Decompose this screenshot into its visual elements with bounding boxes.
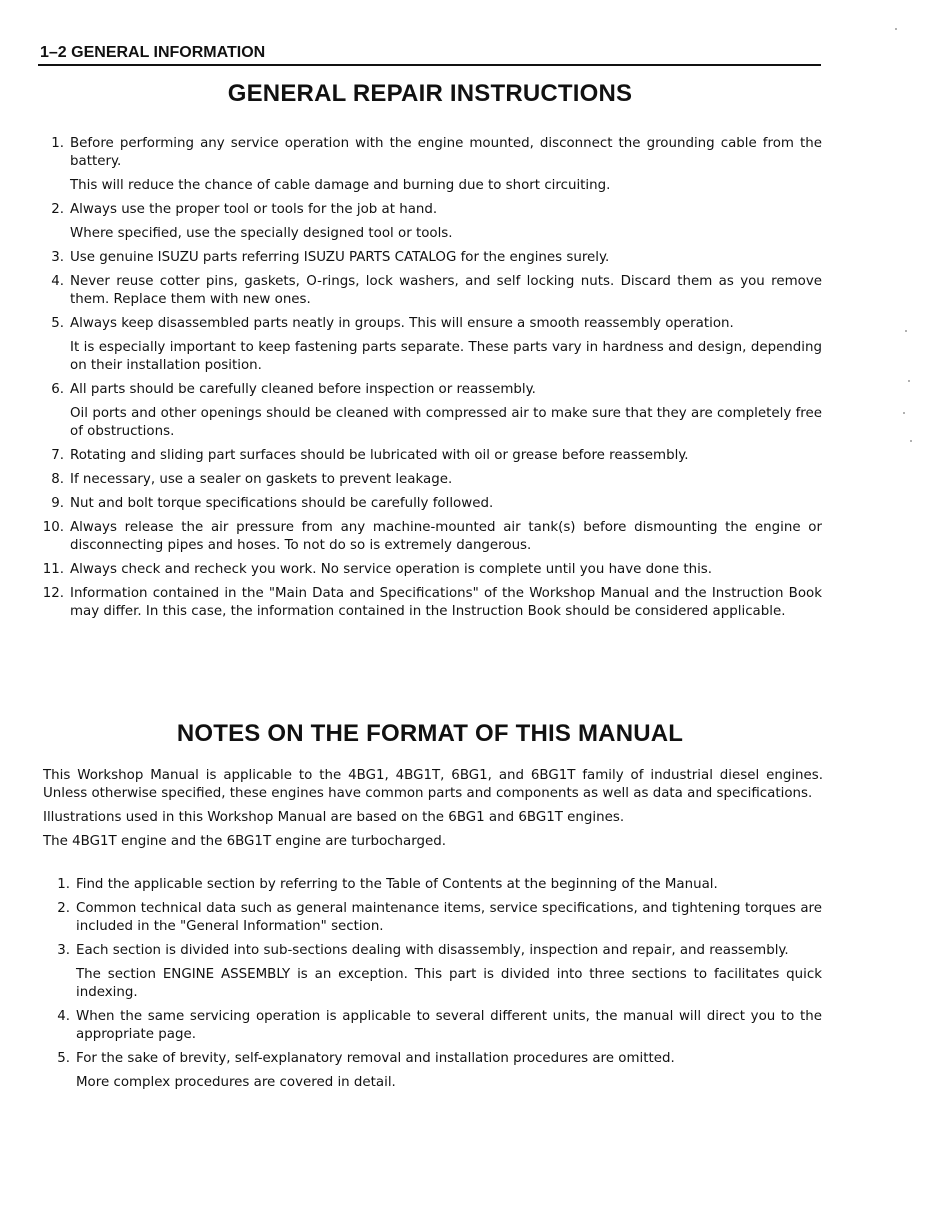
intro-paragraph: This Workshop Manual is applicable to the 4BG1, 4BG1T, 6BG1, and 6BG1T family of industrial diesel engines. Unless otherwise specified, these engines have common parts and components as well as data and specifications. [43, 768, 823, 801]
list-item [51, 135, 822, 195]
item-text: Always use the proper tool or tools for the job at hand. [70, 202, 438, 217]
item-text: All parts should be carefully cleaned before inspection or reassembly. [70, 382, 536, 397]
item-number: 2. [57, 901, 70, 916]
item-text: This will reduce the chance of cable damage and burning due to short circuiting. [70, 178, 611, 193]
scan-speck [905, 330, 907, 332]
list-item [51, 495, 822, 513]
item-text: Always check and recheck you work. No service operation is complete until you have done this. [70, 562, 713, 577]
scan-speck [910, 440, 912, 442]
item-number: 3. [51, 250, 64, 265]
item-number: 2. [51, 202, 64, 217]
item-text: The section ENGINE ASSEMBLY is an exception. This part is divided into three sections to facilitates quick indexing. [76, 967, 822, 1000]
list-item [57, 1050, 822, 1092]
item-text: Before performing any service operation with the engine mounted, disconnect the grounding cable from the battery. [70, 136, 822, 169]
scan-speck [903, 412, 905, 414]
list-item [51, 201, 822, 243]
item-text: For the sake of brevity, self-explanatory removal and installation procedures are omitted. [76, 1051, 675, 1066]
list-item [51, 447, 822, 465]
item-number: 3. [57, 943, 70, 958]
item-text: Find the applicable section by referring to the Table of Contents at the beginning of the Manual. [76, 877, 718, 892]
header-rule [38, 64, 821, 66]
item-text: If necessary, use a sealer on gaskets to prevent leakage. [70, 472, 453, 487]
item-number: 8. [51, 472, 64, 487]
item-number: 1. [57, 877, 70, 892]
format-notes-intro [43, 767, 823, 851]
item-number: 11. [42, 562, 64, 577]
item-text: Use genuine ISUZU parts referring ISUZU PARTS CATALOG for the engines surely. [70, 250, 610, 265]
item-text: Where specified, use the specially designed tool or tools. [70, 226, 453, 241]
item-text: When the same servicing operation is applicable to several different units, the manual will direct you to the appropriate page. [76, 1009, 822, 1042]
item-text: Always release the air pressure from any machine-mounted air tank(s) before dismounting the engine or disconnecting pipes and hoses. To not do so is extremely dangerous. [70, 520, 822, 553]
list-item [42, 585, 822, 621]
general-repair-list [40, 135, 822, 627]
item-number: 4. [57, 1009, 70, 1024]
format-notes-title: NOTES ON THE FORMAT OF THIS MANUAL [176, 720, 684, 747]
item-text: Always keep disassembled parts neatly in groups. This will ensure a smooth reassembly operation. [70, 316, 734, 331]
running-head: 1–2 GENERAL INFORMATION [40, 44, 266, 61]
format-notes-list [40, 876, 822, 1098]
item-number: 5. [51, 316, 64, 331]
list-item [51, 471, 822, 489]
item-text: More complex procedures are covered in detail. [76, 1075, 396, 1090]
item-text: Common technical data such as general maintenance items, service specifications, and tightening torques are included in the "General Information" section. [76, 901, 822, 934]
list-item [51, 273, 822, 309]
list-item [57, 900, 822, 936]
item-number: 4. [51, 274, 64, 289]
list-item [51, 249, 822, 267]
general-repair-title: GENERAL REPAIR INSTRUCTIONS [227, 80, 633, 107]
list-item [42, 519, 822, 555]
item-number: 5. [57, 1051, 70, 1066]
list-item [57, 942, 822, 1002]
intro-paragraph: Illustrations used in this Workshop Manual are based on the 6BG1 and 6BG1T engines. [43, 810, 625, 825]
item-number: 9. [51, 496, 64, 511]
item-number: 10. [42, 520, 64, 535]
item-number: 6. [51, 382, 64, 397]
scan-speck [908, 380, 910, 382]
list-item [51, 381, 822, 441]
item-text: Information contained in the "Main Data and Specifications" of the Workshop Manual and the Instruction Book may differ. In this case, the information contained in the Instruction Book should be considered applicable. [70, 586, 822, 619]
list-item [51, 315, 822, 375]
item-text: Rotating and sliding part surfaces should be lubricated with oil or grease before reassembly. [70, 448, 689, 463]
list-item [42, 561, 822, 579]
intro-paragraph: The 4BG1T engine and the 6BG1T engine are turbocharged. [43, 834, 446, 849]
item-number: 12. [42, 586, 64, 601]
item-number: 7. [51, 448, 64, 463]
item-number: 1. [51, 136, 64, 151]
item-text: Oil ports and other openings should be cleaned with compressed air to make sure that they are completely free of obstructions. [70, 406, 822, 439]
item-text: It is especially important to keep fastening parts separate. These parts vary in hardness and design, depending on their installation position. [70, 340, 822, 373]
list-item [57, 1008, 822, 1044]
item-text: Never reuse cotter pins, gaskets, O-rings, lock washers, and self locking nuts. Discard them as you remove them. Replace them with new ones. [70, 274, 822, 307]
item-text: Each section is divided into sub-sections dealing with disassembly, inspection and repair, and reassembly. [76, 943, 789, 958]
item-text: Nut and bolt torque specifications should be carefully followed. [70, 496, 494, 511]
scan-speck [895, 28, 897, 30]
list-item [57, 876, 822, 894]
